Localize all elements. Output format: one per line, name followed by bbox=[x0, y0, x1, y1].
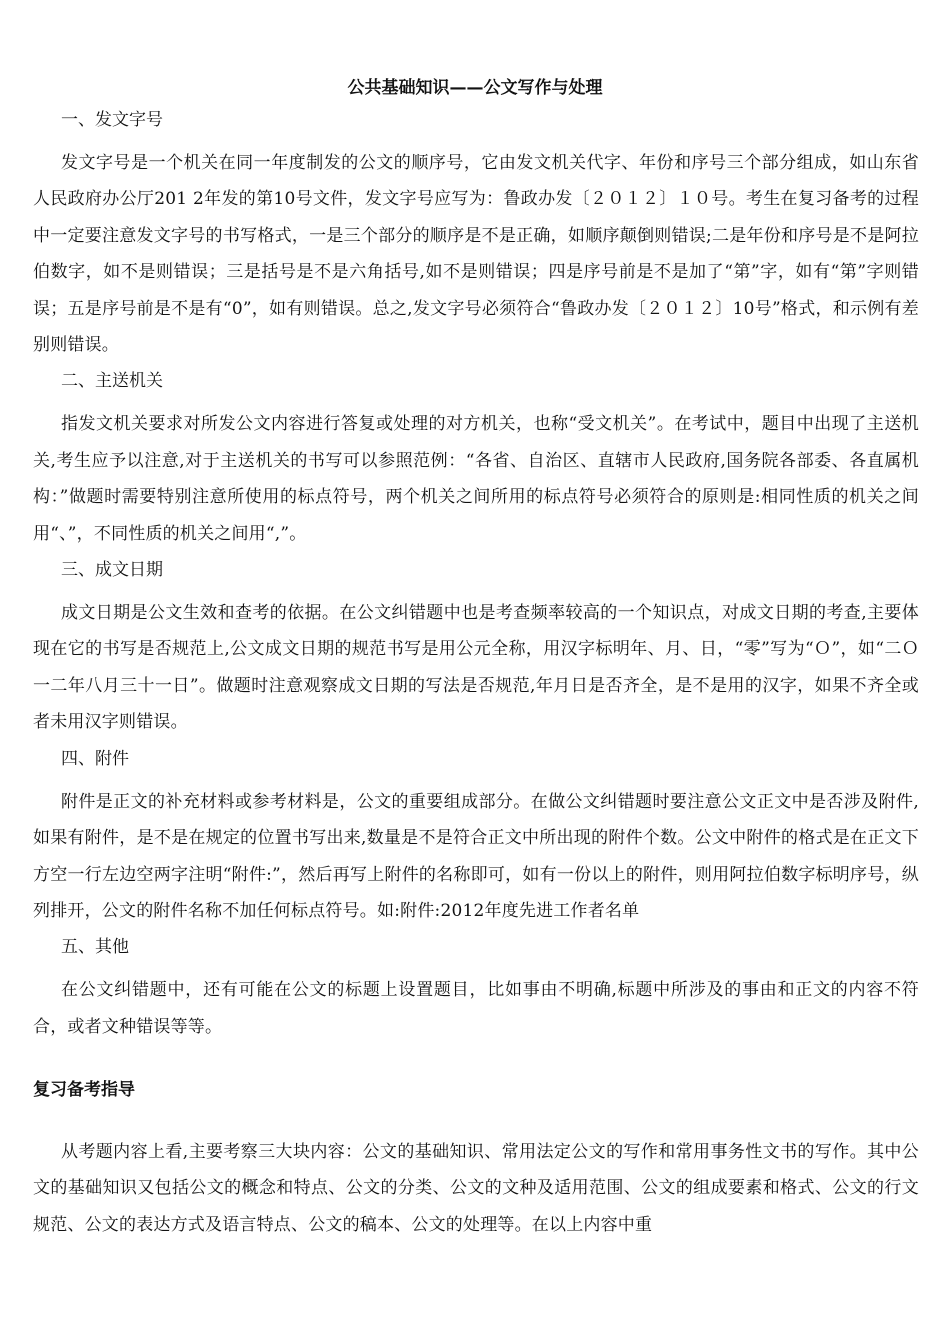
section-other bbox=[33, 935, 919, 1045]
section-paragraph: 成文日期是公文生效和查考的依据。在公文纠错题中也是考查频率较高的一个知识点，对成文日期的考查,主要体现在它的书写是否规范上,公文成文日期的规范书写是用公元全称，用汉字标明年、月、日，“零”写为“Ｏ”，如“二Ｏ一二年八月三十一日”。做题时注意观察成文日期的写法是否规范,年月日是否齐全，是不是用的汉字，如果不齐全或者未用汉字则错误。 bbox=[33, 603, 919, 733]
section-heading: 二、主送机关 bbox=[61, 371, 163, 392]
document-title: 公共基础知识——公文写作与处理 bbox=[347, 78, 603, 98]
section-main-recipient bbox=[33, 369, 919, 552]
section-issue-date bbox=[33, 558, 919, 741]
section-paragraph: 在公文纠错题中，还有可能在公文的标题上设置题目，比如事由不明确,标题中所涉及的事由和正文的内容不符合，或者文种错误等等。 bbox=[33, 980, 919, 1037]
section-heading: 一、发文字号 bbox=[61, 110, 163, 130]
section-paragraph: 发文字号是一个机关在同一年度制发的公文的顺序号，它由发文机关代字、年份和序号三个部分组成，如山东省人民政府办公厅201 2年发的第10号文件，发文字号应写为：鲁政办发〔２０１２〕１０号。考生在复习备考的过程中一定要注意发文字号的书写格式，一是三个部分的顺序是不是正确，如顺序颠倒则错误;二是年份和序号是不是阿拉伯数字，如不是则错误；三是括号是不是六角括号,如不是则错误；四是序号前是不是加了“第”字，如有“第”字则错误；五是序号前是不是有“0”，如有则错误。总之,发文字号必须符合“鲁政办发〔２０１２〕10号”格式，和示例有差别则错误。 bbox=[33, 153, 919, 356]
section-heading: 三、成文日期 bbox=[61, 560, 163, 581]
section-heading: 四、附件 bbox=[61, 748, 129, 769]
section-paragraph: 指发文机关要求对所发公文内容进行答复或处理的对方机关，也称“受文机关”。在考试中，题目中出现了主送机关,考生应予以注意,对于主送机关的书写可以参照范例：“各省、自治区、直辖市人民政府,国务院各部委、各直属机构：”做题时需要特别注意所使用的标点符号，两个机关之间所用的标点符号必须符合的原则是:相同性质的机关之间用“、”，不同性质的机关之间用“,”。 bbox=[33, 414, 919, 544]
guide-heading: 复习备考指导 bbox=[33, 1080, 135, 1100]
document-body bbox=[33, 108, 919, 1051]
section-paragraph: 附件是正文的补充材料或参考材料是，公文的重要组成部分。在做公文纠错题时要注意公文正文中是否涉及附件,如果有附件，是不是在规定的位置书写出来,数量是不是符合正文中所出现的附件个数。公文中附件的格式是在正文下方空一行左边空两字注明“附件:”，然后再写上附件的名称即可，如有一份以上的附件，则用阿拉伯数字标明序号，纵列排开，公文的附件名称不加任何标点符号。如:附件:2012年度先进工作者名单 bbox=[33, 791, 919, 921]
section-heading: 五、其他 bbox=[61, 937, 129, 958]
section-attachment bbox=[33, 747, 919, 930]
section-document-number bbox=[33, 108, 919, 363]
guide-paragraph: 从考题内容上看,主要考察三大块内容：公文的基础知识、常用法定公文的写作和常用事务性文书的写作。其中公文的基础知识又包括公文的概念和特点、公文的分类、公文的文种及适用范围、公文的组成要素和格式、公文的行文规范、公文的表达方式及语言特点、公文的稿本、公文的处理等。在以上内容中重 bbox=[33, 1142, 919, 1235]
